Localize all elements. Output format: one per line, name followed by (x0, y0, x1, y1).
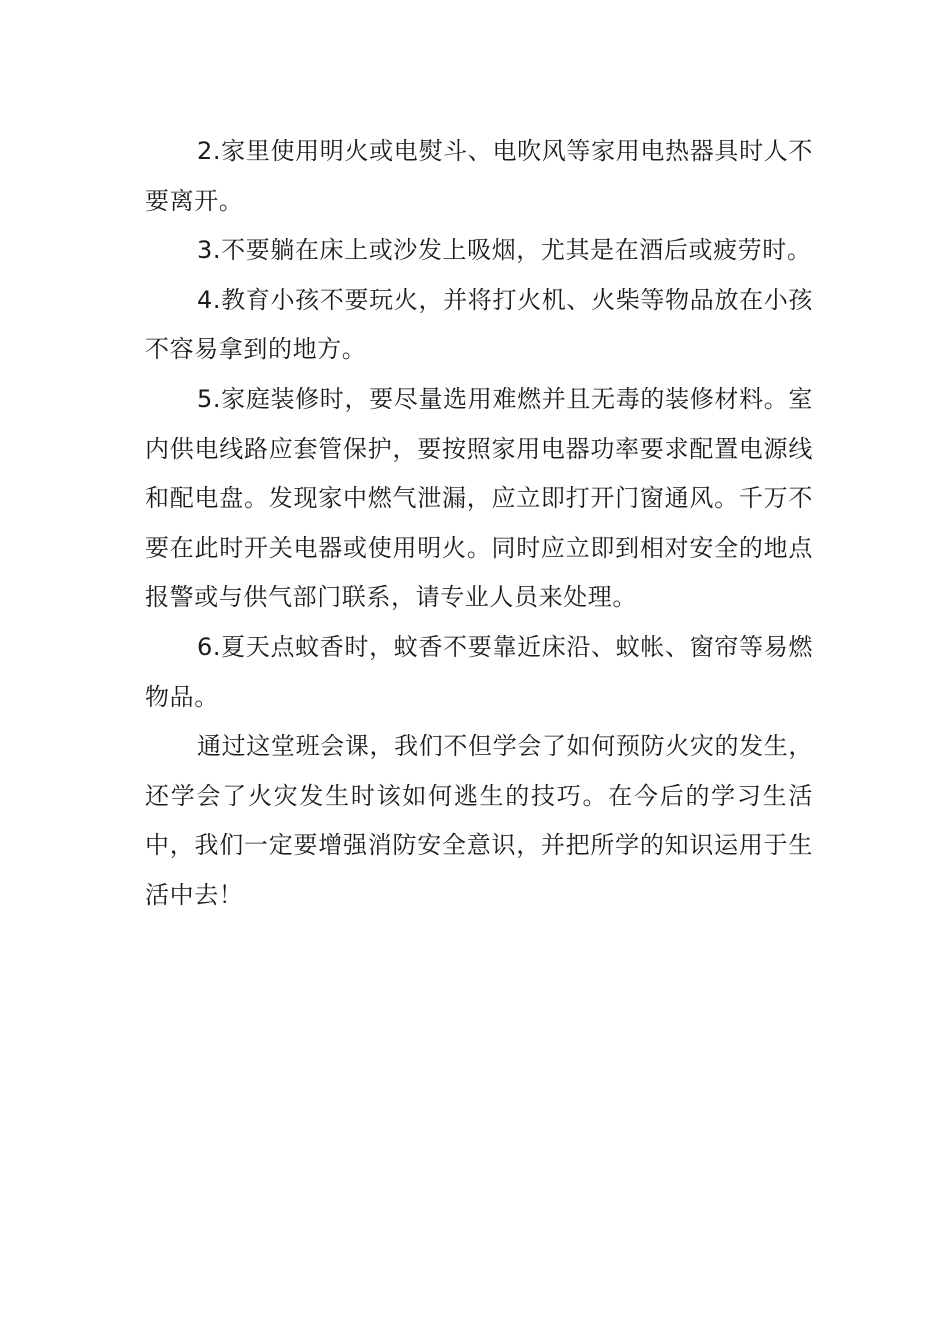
paragraph-item-5: 5.家庭装修时，要尽量选用难燃并且无毒的装修材料。室内供电线路应套管保护，要按照家用电器功率要求配置电源线和配电盘。发现家中燃气泄漏，应立即打开门窗通风。千万不要在此时开关电器或使用明火。同时应立即到相对安全的地点报警或与供气部门联系，请专业人员来处理。 (145, 384, 813, 612)
paragraph-item-3: 3.不要躺在床上或沙发上吸烟，尤其是在酒后或疲劳时。 (197, 236, 812, 265)
paragraph-item-6: 6.夏天点蚊香时，蚊香不要靠近床沿、蚊帐、窗帘等易燃物品。 (145, 632, 813, 711)
document-body (145, 127, 813, 921)
paragraph-conclusion: 通过这堂班会课，我们不但学会了如何预防火灾的发生，还学会了火灾发生时该如何逃生的技巧。在今后的学习生活中，我们一定要增强消防安全意识，并把所学的知识运用于生活中去！ (145, 732, 813, 909)
paragraph-item-4: 4.教育小孩不要玩火，并将打火机、火柴等物品放在小孩不容易拿到的地方。 (145, 285, 813, 364)
paragraph-item-2: 2.家里使用明火或电熨斗、电吹风等家用电热器具时人不要离开。 (145, 137, 813, 215)
